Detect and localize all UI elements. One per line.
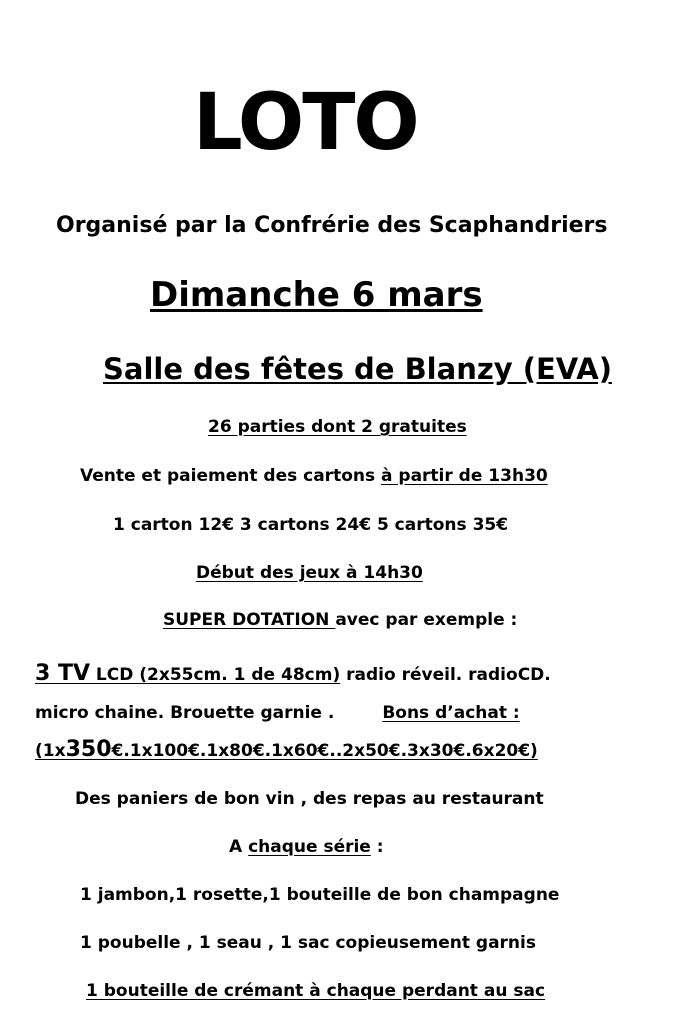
- poster-title: LOTO: [193, 78, 418, 168]
- event-date: Dimanche 6 mars: [150, 275, 483, 315]
- sale-text: Vente et paiement des cartons: [80, 466, 382, 486]
- serie-prefix: A: [229, 837, 249, 857]
- bons-values: [35, 739, 538, 761]
- tv-prizes-line: [35, 663, 551, 685]
- carton-prices: 1 carton 12€ 3 cartons 24€ 5 cartons 35€: [113, 515, 509, 535]
- venue: Salle des fêtes de Blanzy (EVA): [103, 352, 612, 386]
- dotation-highlight: SUPER DOTATION: [163, 610, 336, 630]
- serie-item-1: 1 jambon,1 rosette,1 bouteille de bon champagne: [80, 885, 560, 905]
- cremant-line: 1 bouteille de crémant à chaque perdant au sac: [86, 981, 546, 1001]
- serie-line: [229, 839, 384, 856]
- prizes-line-2: [35, 705, 520, 722]
- sale-time: à partir de 13h30: [381, 466, 548, 486]
- serie-label: chaque série: [248, 837, 371, 857]
- bons-prefix: (1x: [35, 741, 66, 761]
- tv-rest: radio réveil. radioCD.: [340, 665, 551, 685]
- paniers-line: Des paniers de bon vin , des repas au restaurant: [75, 789, 544, 809]
- bons-rest: €.1x100€.1x80€.1x60€..2x50€.3x30€.6x20€): [111, 741, 538, 761]
- prizes-line-2-text: micro chaine. Brouette garnie .: [35, 703, 335, 723]
- tv-count: 3 TV: [35, 661, 90, 686]
- game-start: Début des jeux à 14h30: [196, 563, 423, 583]
- serie-suffix: :: [370, 837, 384, 857]
- sale-line: [80, 468, 548, 485]
- parties-count: 26 parties dont 2 gratuites: [208, 417, 467, 437]
- serie-item-2: 1 poubelle , 1 seau , 1 sac copieusement garnis: [80, 933, 536, 953]
- tv-detail: LCD (2x55cm. 1 de 48cm): [90, 665, 341, 685]
- dotation-line: [163, 612, 517, 629]
- bons-label: Bons d’achat :: [382, 703, 520, 723]
- bons-big: 350: [65, 737, 112, 762]
- dotation-rest: avec par exemple :: [335, 610, 518, 630]
- organizer-line: Organisé par la Confrérie des Scaphandriers: [56, 213, 608, 238]
